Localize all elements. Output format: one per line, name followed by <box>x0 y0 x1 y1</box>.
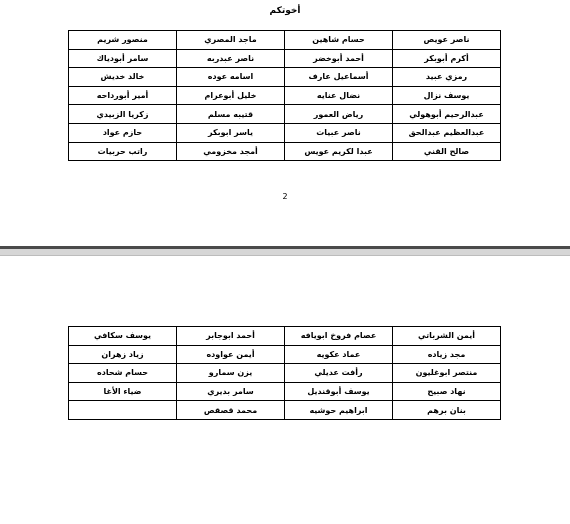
table-cell: ضياء الأغا <box>69 382 177 401</box>
table-cell: أيمن الشرباتي <box>393 327 501 346</box>
table-cell: ناصر عويص <box>393 31 501 50</box>
table-cell: زياد زهران <box>69 345 177 364</box>
table-cell: زكريا الزبيدي <box>69 105 177 124</box>
table-cell: أمجد مخزومي <box>177 142 285 161</box>
names-table-1 <box>68 30 501 161</box>
table-cell: حسام شحاده <box>69 364 177 383</box>
table-cell: ياسر ابوبكر <box>177 123 285 142</box>
table-row <box>69 105 501 124</box>
table-cell: نضال عنايه <box>285 86 393 105</box>
table-row <box>69 401 501 420</box>
page-number: 2 <box>282 192 288 201</box>
table-cell: مجد زياده <box>393 345 501 364</box>
table-row <box>69 68 501 87</box>
table-row <box>69 345 501 364</box>
table-cell: أحمد أبوخضر <box>285 49 393 68</box>
table-cell: ناصر عبيات <box>285 123 393 142</box>
table-cell: أكرم أبوبكر <box>393 49 501 68</box>
table-cell: يزن سمارو <box>177 364 285 383</box>
table-cell: حسام شاهين <box>285 31 393 50</box>
table-cell: أحمد ابوجابر <box>177 327 285 346</box>
document-page-bottom <box>0 256 570 524</box>
document-page-top <box>0 0 570 246</box>
table-cell: نهاد صبيح <box>393 382 501 401</box>
table-cell: منتصر ابوغليون <box>393 364 501 383</box>
table-cell: صالح القني <box>393 142 501 161</box>
table-cell: خالد خديش <box>69 68 177 87</box>
table-cell: عبدالعظيم عبدالحق <box>393 123 501 142</box>
table-cell: منصور شريم <box>69 31 177 50</box>
page-heading: أخوتكم <box>269 6 301 16</box>
table-row <box>69 382 501 401</box>
table-row <box>69 86 501 105</box>
table-row <box>69 142 501 161</box>
table-cell: سامر أبودياك <box>69 49 177 68</box>
table-cell: خليل أبوعرام <box>177 86 285 105</box>
table-cell: رمزي عبيد <box>393 68 501 87</box>
table-row <box>69 327 501 346</box>
table-cell: محمد قصقص <box>177 401 285 420</box>
table-cell: رأفت عديلي <box>285 364 393 383</box>
names-table-2 <box>68 326 501 420</box>
table-cell: ناصر عبدربه <box>177 49 285 68</box>
table-cell <box>69 401 177 420</box>
table-cell: بنان برهم <box>393 401 501 420</box>
table-cell: يوسف أبوقنديل <box>285 382 393 401</box>
table-cell: يوسف سكافي <box>69 327 177 346</box>
table-cell: أيمن عواوده <box>177 345 285 364</box>
table-cell: ابراهيم حوشيه <box>285 401 393 420</box>
table-cell: يوسف نزال <box>393 86 501 105</box>
table-cell: اسامه عوده <box>177 68 285 87</box>
table-row <box>69 49 501 68</box>
page-separator <box>0 246 570 256</box>
table-cell: سامر بديري <box>177 382 285 401</box>
table-cell: أمير أبورداحه <box>69 86 177 105</box>
table-row <box>69 31 501 50</box>
table-cell: ماجد المصري <box>177 31 285 50</box>
table-cell: عبدالرحيم أبوهولي <box>393 105 501 124</box>
table-cell: عبدا لكريم عويس <box>285 142 393 161</box>
table-cell: أسماعيل عارف <box>285 68 393 87</box>
table-row <box>69 123 501 142</box>
table-cell: رياض العمور <box>285 105 393 124</box>
table-cell: قتيبه مسلم <box>177 105 285 124</box>
table-cell: عماد عكويه <box>285 345 393 364</box>
table-cell: راتب حربيات <box>69 142 177 161</box>
table-cell: عصام فروخ ابويافه <box>285 327 393 346</box>
table-cell: حازم عواد <box>69 123 177 142</box>
table-row <box>69 364 501 383</box>
